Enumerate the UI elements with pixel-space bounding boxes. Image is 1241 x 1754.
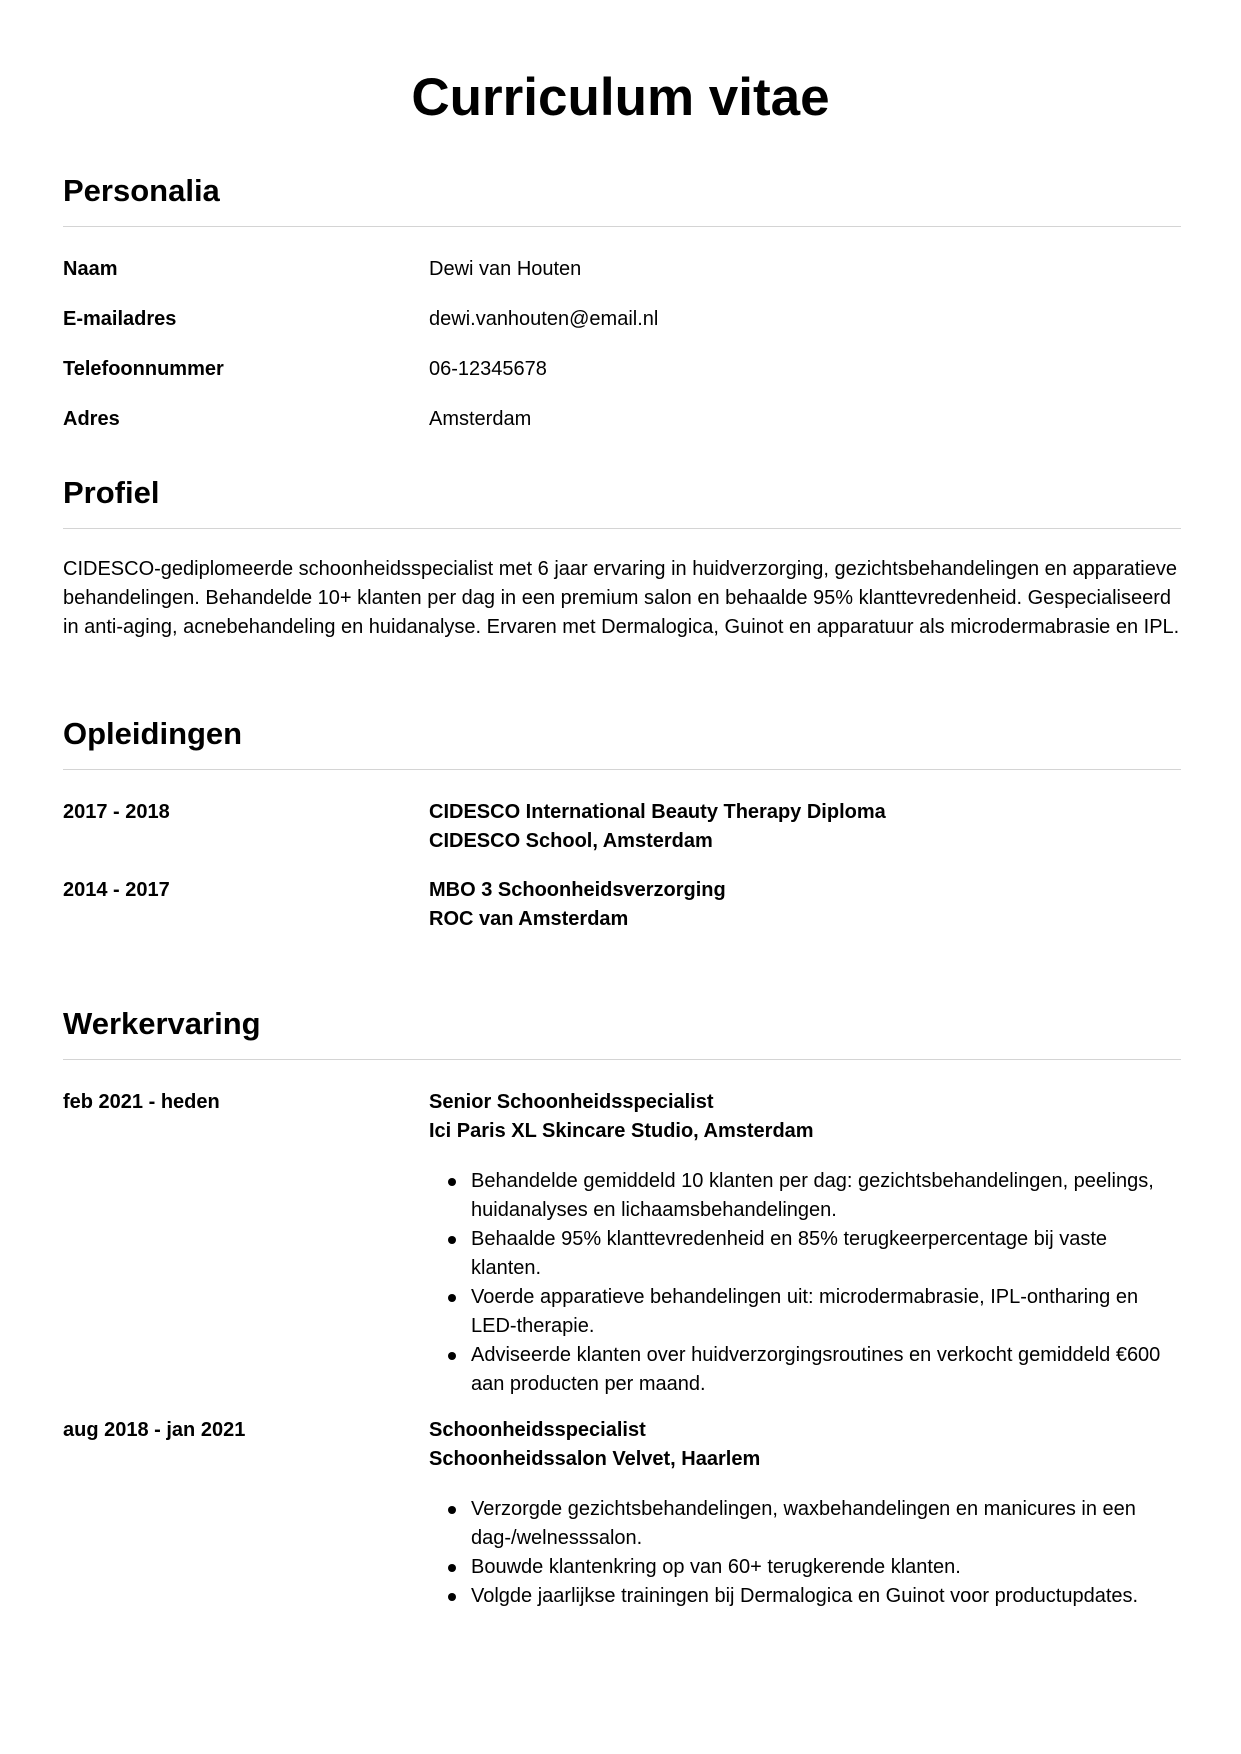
- list-item: Behaalde 95% klanttevredenheid en 85% terugkeerpercentage bij vaste klanten.: [471, 1225, 1181, 1283]
- job-duties-list: [429, 1495, 1181, 1611]
- profile-summary: CIDESCO-gediplomeerde schoonheidsspecialist met 6 jaar ervaring in huidverzorging, gezichtsbehandelingen en apparatieve behandelingen. Behandelde 10+ klanten per dag in een premium salon en behaalde 95% klanttevredenheid. Gespecialiseerd in anti-aging, acnebehandeling en huidanalyse. Ervaren met Dermalogica, Guinot en apparatuur als microdermabrasie en IPL.: [63, 558, 1180, 638]
- education-details: [429, 798, 1181, 876]
- personalia-row-name: [63, 255, 1181, 305]
- werkervaring-heading: Werkervaring: [63, 1006, 261, 1041]
- row-label: Adres: [63, 408, 120, 430]
- education-degree: CIDESCO International Beauty Therapy Diploma: [429, 801, 886, 823]
- job-item: [63, 1088, 1181, 1399]
- row-label: Telefoonnummer: [63, 358, 224, 380]
- profiel-section: [63, 473, 1181, 642]
- address-value: Amsterdam: [429, 408, 532, 430]
- education-period: 2014 - 2017: [63, 879, 170, 901]
- personalia-section: [63, 171, 1181, 455]
- personalia-row-email: [63, 305, 1181, 355]
- job-role: Schoonheidsspecialist: [429, 1419, 646, 1441]
- education-item: [63, 798, 1181, 876]
- job-period: aug 2018 - jan 2021: [63, 1419, 246, 1441]
- document-title: Curriculum vitae: [411, 68, 830, 127]
- education-details: [429, 876, 1181, 954]
- education-school: CIDESCO School, Amsterdam: [429, 830, 713, 852]
- personalia-heading: Personalia: [63, 173, 220, 208]
- education-item: [63, 876, 1181, 954]
- section-divider: [63, 1059, 1181, 1060]
- personalia-table: [63, 255, 1181, 455]
- job-period: feb 2021 - heden: [63, 1091, 220, 1113]
- profiel-heading: Profiel: [63, 475, 160, 510]
- personalia-row-phone: [63, 355, 1181, 405]
- list-item: Voerde apparatieve behandelingen uit: microdermabrasie, IPL-ontharing en LED-therapie.: [471, 1283, 1181, 1341]
- name-value: Dewi van Houten: [429, 258, 582, 280]
- education-degree: MBO 3 Schoonheidsverzorging: [429, 879, 726, 901]
- personalia-row-address: [63, 405, 1181, 455]
- job-details: [429, 1088, 1181, 1399]
- job-employer: Schoonheidssalon Velvet, Haarlem: [429, 1448, 761, 1470]
- list-item: Adviseerde klanten over huidverzorgingsroutines en verkocht gemiddeld €600 aan producten per maand.: [471, 1341, 1181, 1399]
- row-label: E-mailadres: [63, 308, 177, 330]
- row-label: Naam: [63, 258, 118, 280]
- list-item: Volgde jaarlijkse trainingen bij Dermalogica en Guinot voor productupdates.: [471, 1582, 1181, 1611]
- list-item: Bouwde klantenkring op van 60+ terugkerende klanten.: [471, 1553, 1181, 1582]
- education-period: 2017 - 2018: [63, 801, 170, 823]
- section-divider: [63, 769, 1181, 770]
- job-details: [429, 1416, 1181, 1611]
- education-list: [63, 798, 1181, 954]
- opleidingen-heading: Opleidingen: [63, 716, 243, 751]
- section-divider: [63, 528, 1181, 529]
- job-duties-list: [429, 1167, 1181, 1399]
- job-employer: Ici Paris XL Skincare Studio, Amsterdam: [429, 1120, 814, 1142]
- section-divider: [63, 226, 1181, 227]
- werkervaring-section: [63, 1004, 1181, 1611]
- list-item: Verzorgde gezichtsbehandelingen, waxbehandelingen en manicures in een dag-/welnesssalon.: [471, 1495, 1181, 1553]
- education-school: ROC van Amsterdam: [429, 908, 629, 930]
- list-item: Behandelde gemiddeld 10 klanten per dag: gezichtsbehandelingen, peelings, huidanalyses en lichaamsbehandelingen.: [471, 1167, 1181, 1225]
- phone-value: 06-12345678: [429, 358, 547, 380]
- job-role: Senior Schoonheidsspecialist: [429, 1091, 714, 1113]
- opleidingen-section: [63, 714, 1181, 954]
- email-value: dewi.vanhouten@email.nl: [429, 308, 659, 330]
- job-item: [63, 1416, 1181, 1611]
